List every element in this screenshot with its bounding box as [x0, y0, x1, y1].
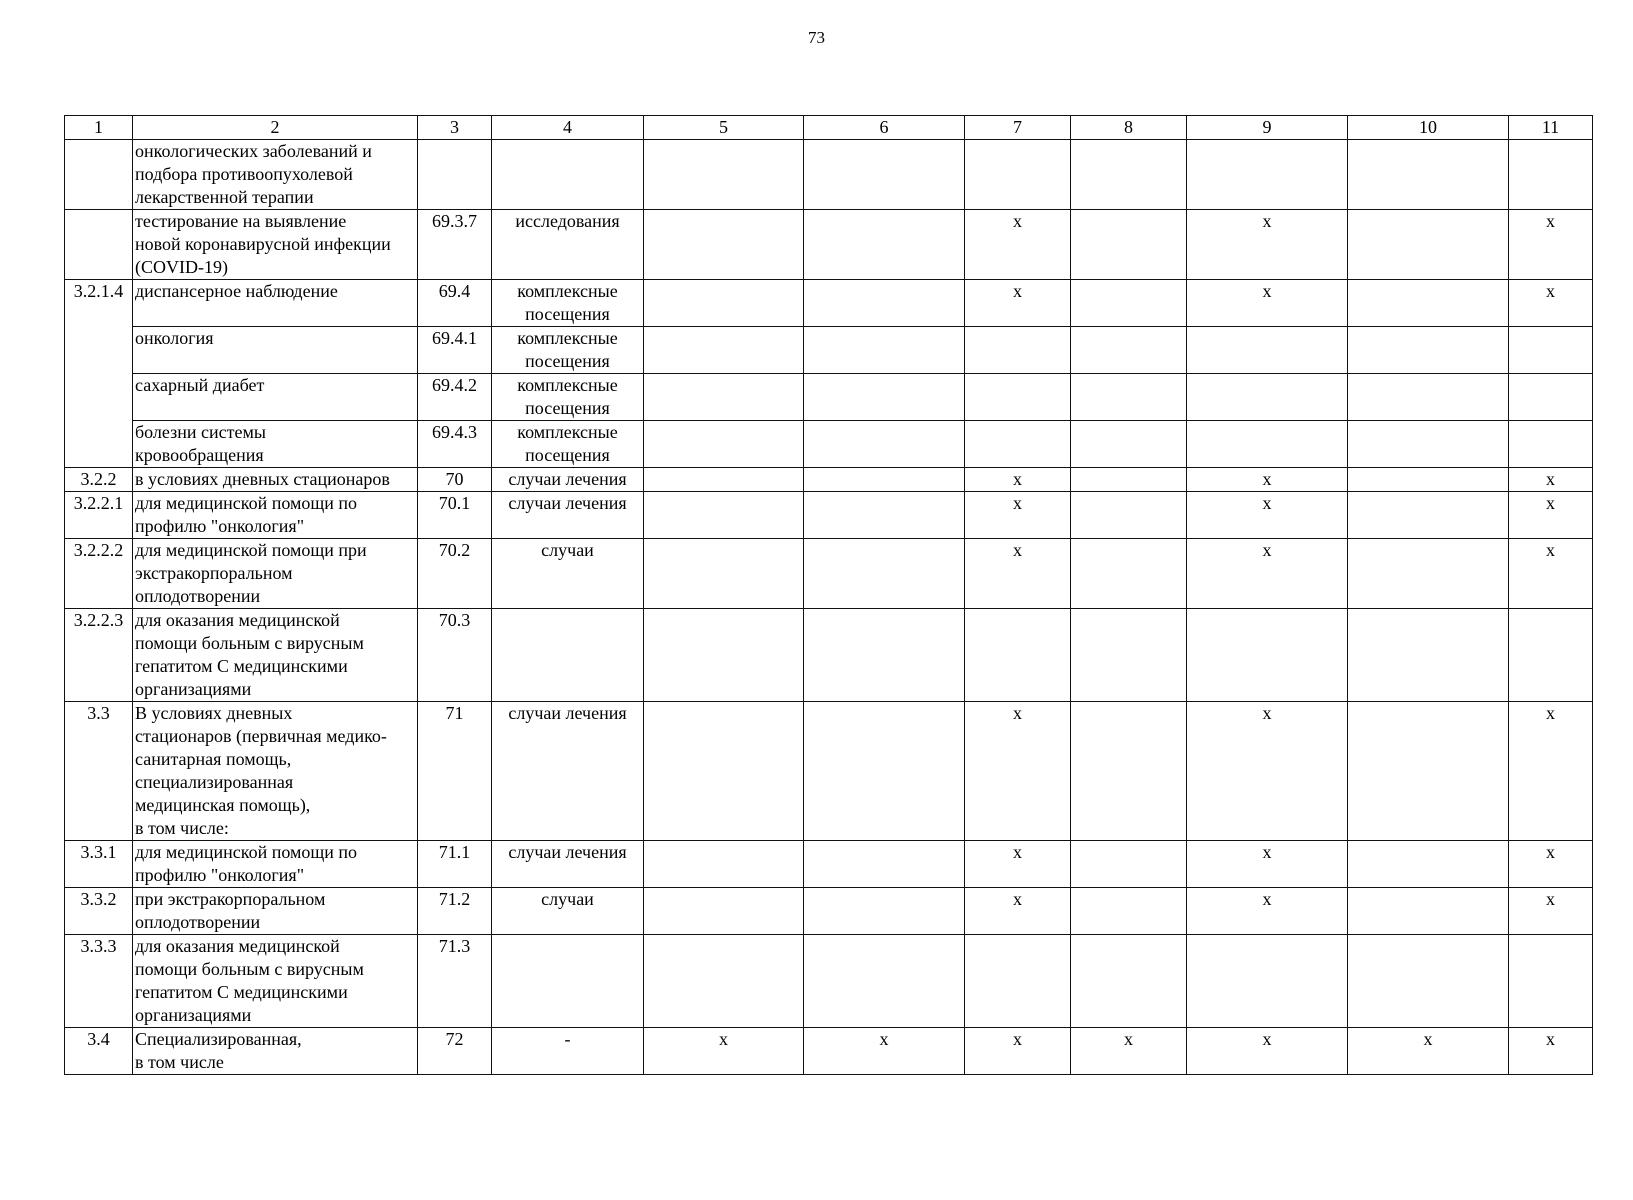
value-cell-9	[1187, 374, 1348, 421]
unit-cell: случаи лечения	[492, 702, 644, 841]
row-code-cell: 71.3	[418, 935, 492, 1028]
row-label-cell: онкология	[133, 327, 418, 374]
value-cell-7	[965, 140, 1071, 210]
value-cell-8	[1071, 280, 1187, 327]
unit-cell: случаи лечения	[492, 468, 644, 492]
header-cell: 6	[804, 116, 965, 140]
value-cell-10	[1348, 888, 1509, 935]
value-cell-11	[1509, 935, 1593, 1028]
unit-cell	[492, 609, 644, 702]
value-cell-11: х	[1509, 702, 1593, 841]
row-code-cell: 69.4.2	[418, 374, 492, 421]
value-cell-7	[965, 609, 1071, 702]
value-cell-7: х	[965, 539, 1071, 609]
unit-cell	[492, 140, 644, 210]
row-code-cell	[418, 140, 492, 210]
value-cell-8	[1071, 210, 1187, 280]
value-cell-8	[1071, 421, 1187, 468]
row-code-cell: 70.1	[418, 492, 492, 539]
table-row	[65, 888, 1593, 935]
row-number-cell: 3.2.2.2	[65, 539, 133, 609]
value-cell-6	[804, 210, 965, 280]
row-label-cell: для медицинской помощи по профилю "онкология"	[133, 841, 418, 888]
header-cell: 4	[492, 116, 644, 140]
value-cell-9: х	[1187, 1028, 1348, 1075]
value-cell-11: х	[1509, 492, 1593, 539]
row-label-cell: при экстракорпоральном оплодотворении	[133, 888, 418, 935]
value-cell-7	[965, 374, 1071, 421]
row-number-cell: 3.2.2.1	[65, 492, 133, 539]
unit-cell: случаи лечения	[492, 492, 644, 539]
row-code-cell: 69.4	[418, 280, 492, 327]
header-row	[65, 116, 1593, 140]
row-number-cell: 3.3.2	[65, 888, 133, 935]
page-number: 73	[808, 28, 825, 47]
row-number-cell: 3.4	[65, 1028, 133, 1075]
value-cell-11: х	[1509, 888, 1593, 935]
header-cell: 1	[65, 116, 133, 140]
table-row	[65, 1028, 1593, 1075]
value-cell-10	[1348, 210, 1509, 280]
value-cell-5	[644, 935, 804, 1028]
value-cell-9	[1187, 421, 1348, 468]
row-code-cell: 70	[418, 468, 492, 492]
value-cell-11: х	[1509, 210, 1593, 280]
value-cell-8	[1071, 609, 1187, 702]
row-number-cell: 3.3	[65, 702, 133, 841]
value-cell-5	[644, 609, 804, 702]
value-cell-6	[804, 841, 965, 888]
row-number-cell: 3.3.1	[65, 841, 133, 888]
value-cell-6	[804, 421, 965, 468]
row-code-cell: 69.4.3	[418, 421, 492, 468]
row-number-cell: 3.2.2.3	[65, 609, 133, 702]
value-cell-5	[644, 374, 804, 421]
table-row	[65, 374, 1593, 421]
value-cell-8	[1071, 702, 1187, 841]
value-cell-5	[644, 702, 804, 841]
value-cell-6	[804, 492, 965, 539]
row-label-cell: для оказания медицинской помощи больным с вирусным гепатитом С медицинскими организациями	[133, 609, 418, 702]
row-label-cell: диспансерное наблюдение	[133, 280, 418, 327]
value-cell-9: х	[1187, 210, 1348, 280]
table-row	[65, 702, 1593, 841]
row-label-cell: В условиях дневных стационаров (первичная медико- санитарная помощь, специализированная медицинская помощь), в том числе:	[133, 702, 418, 841]
header-cell: 3	[418, 116, 492, 140]
value-cell-9	[1187, 609, 1348, 702]
value-cell-5	[644, 327, 804, 374]
value-cell-6	[804, 327, 965, 374]
value-cell-5	[644, 492, 804, 539]
value-cell-11	[1509, 609, 1593, 702]
header-cell: 5	[644, 116, 804, 140]
value-cell-6	[804, 609, 965, 702]
value-cell-10	[1348, 468, 1509, 492]
value-cell-10	[1348, 374, 1509, 421]
row-number-cell: 3.2.2	[65, 468, 133, 492]
row-label-cell: Специализированная, в том числе	[133, 1028, 418, 1075]
row-code-cell: 71.1	[418, 841, 492, 888]
row-code-cell: 71.2	[418, 888, 492, 935]
value-cell-10	[1348, 539, 1509, 609]
value-cell-8	[1071, 539, 1187, 609]
value-cell-7	[965, 421, 1071, 468]
value-cell-6	[804, 702, 965, 841]
value-cell-7: х	[965, 492, 1071, 539]
header-cell: 2	[133, 116, 418, 140]
row-code-cell: 72	[418, 1028, 492, 1075]
table-row	[65, 327, 1593, 374]
value-cell-9: х	[1187, 702, 1348, 841]
table-row	[65, 140, 1593, 210]
row-label-cell: болезни системы кровообращения	[133, 421, 418, 468]
value-cell-9: х	[1187, 468, 1348, 492]
value-cell-8	[1071, 327, 1187, 374]
value-cell-6	[804, 468, 965, 492]
unit-cell: исследования	[492, 210, 644, 280]
value-cell-5	[644, 888, 804, 935]
value-cell-10	[1348, 841, 1509, 888]
table-row	[65, 280, 1593, 327]
value-cell-10	[1348, 421, 1509, 468]
table-row	[65, 421, 1593, 468]
header-cell: 8	[1071, 116, 1187, 140]
value-cell-6	[804, 280, 965, 327]
value-cell-6	[804, 935, 965, 1028]
data-table	[64, 115, 1593, 1075]
value-cell-11	[1509, 374, 1593, 421]
value-cell-8	[1071, 935, 1187, 1028]
value-cell-8: х	[1071, 1028, 1187, 1075]
row-code-cell: 71	[418, 702, 492, 841]
value-cell-6	[804, 888, 965, 935]
value-cell-7: х	[965, 1028, 1071, 1075]
table-row	[65, 492, 1593, 539]
value-cell-9: х	[1187, 841, 1348, 888]
value-cell-9	[1187, 935, 1348, 1028]
value-cell-11	[1509, 327, 1593, 374]
value-cell-7: х	[965, 280, 1071, 327]
value-cell-5	[644, 841, 804, 888]
value-cell-10	[1348, 609, 1509, 702]
value-cell-7	[965, 935, 1071, 1028]
value-cell-7: х	[965, 888, 1071, 935]
value-cell-5	[644, 539, 804, 609]
value-cell-11: х	[1509, 468, 1593, 492]
value-cell-7: х	[965, 210, 1071, 280]
value-cell-6	[804, 140, 965, 210]
value-cell-9	[1187, 140, 1348, 210]
value-cell-5	[644, 140, 804, 210]
value-cell-11: х	[1509, 1028, 1593, 1075]
unit-cell: комплексные посещения	[492, 280, 644, 327]
value-cell-11	[1509, 421, 1593, 468]
value-cell-8	[1071, 492, 1187, 539]
value-cell-8	[1071, 140, 1187, 210]
value-cell-8	[1071, 841, 1187, 888]
value-cell-8	[1071, 374, 1187, 421]
value-cell-10	[1348, 702, 1509, 841]
value-cell-7: х	[965, 468, 1071, 492]
table-row	[65, 468, 1593, 492]
header-cell: 11	[1509, 116, 1593, 140]
value-cell-10	[1348, 935, 1509, 1028]
value-cell-11	[1509, 140, 1593, 210]
row-number-cell	[65, 210, 133, 280]
value-cell-7: х	[965, 702, 1071, 841]
value-cell-10: х	[1348, 1028, 1509, 1075]
unit-cell: комплексные посещения	[492, 327, 644, 374]
table-row	[65, 539, 1593, 609]
row-label-cell: в условиях дневных стационаров	[133, 468, 418, 492]
value-cell-9: х	[1187, 280, 1348, 327]
value-cell-6	[804, 539, 965, 609]
value-cell-5	[644, 280, 804, 327]
value-cell-9: х	[1187, 492, 1348, 539]
unit-cell: -	[492, 1028, 644, 1075]
value-cell-9: х	[1187, 888, 1348, 935]
value-cell-7: х	[965, 841, 1071, 888]
unit-cell: случаи	[492, 888, 644, 935]
value-cell-5	[644, 421, 804, 468]
value-cell-11: х	[1509, 539, 1593, 609]
value-cell-11: х	[1509, 841, 1593, 888]
value-cell-7	[965, 327, 1071, 374]
value-cell-10	[1348, 492, 1509, 539]
row-label-cell: онкологических заболеваний и подбора противоопухолевой лекарственной терапии	[133, 140, 418, 210]
unit-cell: комплексные посещения	[492, 374, 644, 421]
row-label-cell: сахарный диабет	[133, 374, 418, 421]
value-cell-6	[804, 374, 965, 421]
table-row	[65, 210, 1593, 280]
header-cell: 10	[1348, 116, 1509, 140]
value-cell-5: х	[644, 1028, 804, 1075]
row-label-cell: для оказания медицинской помощи больным с вирусным гепатитом С медицинскими организациями	[133, 935, 418, 1028]
row-label-cell: для медицинской помощи по профилю "онкология"	[133, 492, 418, 539]
value-cell-8	[1071, 888, 1187, 935]
unit-cell: случаи лечения	[492, 841, 644, 888]
row-number-cell: 3.3.3	[65, 935, 133, 1028]
header-cell: 9	[1187, 116, 1348, 140]
row-code-cell: 69.3.7	[418, 210, 492, 280]
table-row	[65, 841, 1593, 888]
value-cell-10	[1348, 327, 1509, 374]
value-cell-11: х	[1509, 280, 1593, 327]
value-cell-9	[1187, 327, 1348, 374]
row-number-cell	[65, 140, 133, 210]
row-code-cell: 70.2	[418, 539, 492, 609]
table-row	[65, 935, 1593, 1028]
row-label-cell: тестирование на выявление новой коронавирусной инфекции (COVID-19)	[133, 210, 418, 280]
unit-cell: комплексные посещения	[492, 421, 644, 468]
row-label-cell: для медицинской помощи при экстракорпоральном оплодотворении	[133, 539, 418, 609]
unit-cell: случаи	[492, 539, 644, 609]
value-cell-8	[1071, 468, 1187, 492]
value-cell-6: х	[804, 1028, 965, 1075]
header-cell: 7	[965, 116, 1071, 140]
value-cell-10	[1348, 140, 1509, 210]
value-cell-10	[1348, 280, 1509, 327]
value-cell-5	[644, 468, 804, 492]
unit-cell	[492, 935, 644, 1028]
value-cell-9: х	[1187, 539, 1348, 609]
table-row	[65, 609, 1593, 702]
value-cell-5	[644, 210, 804, 280]
row-code-cell: 70.3	[418, 609, 492, 702]
row-number-cell: 3.2.1.4	[65, 280, 133, 468]
row-code-cell: 69.4.1	[418, 327, 492, 374]
